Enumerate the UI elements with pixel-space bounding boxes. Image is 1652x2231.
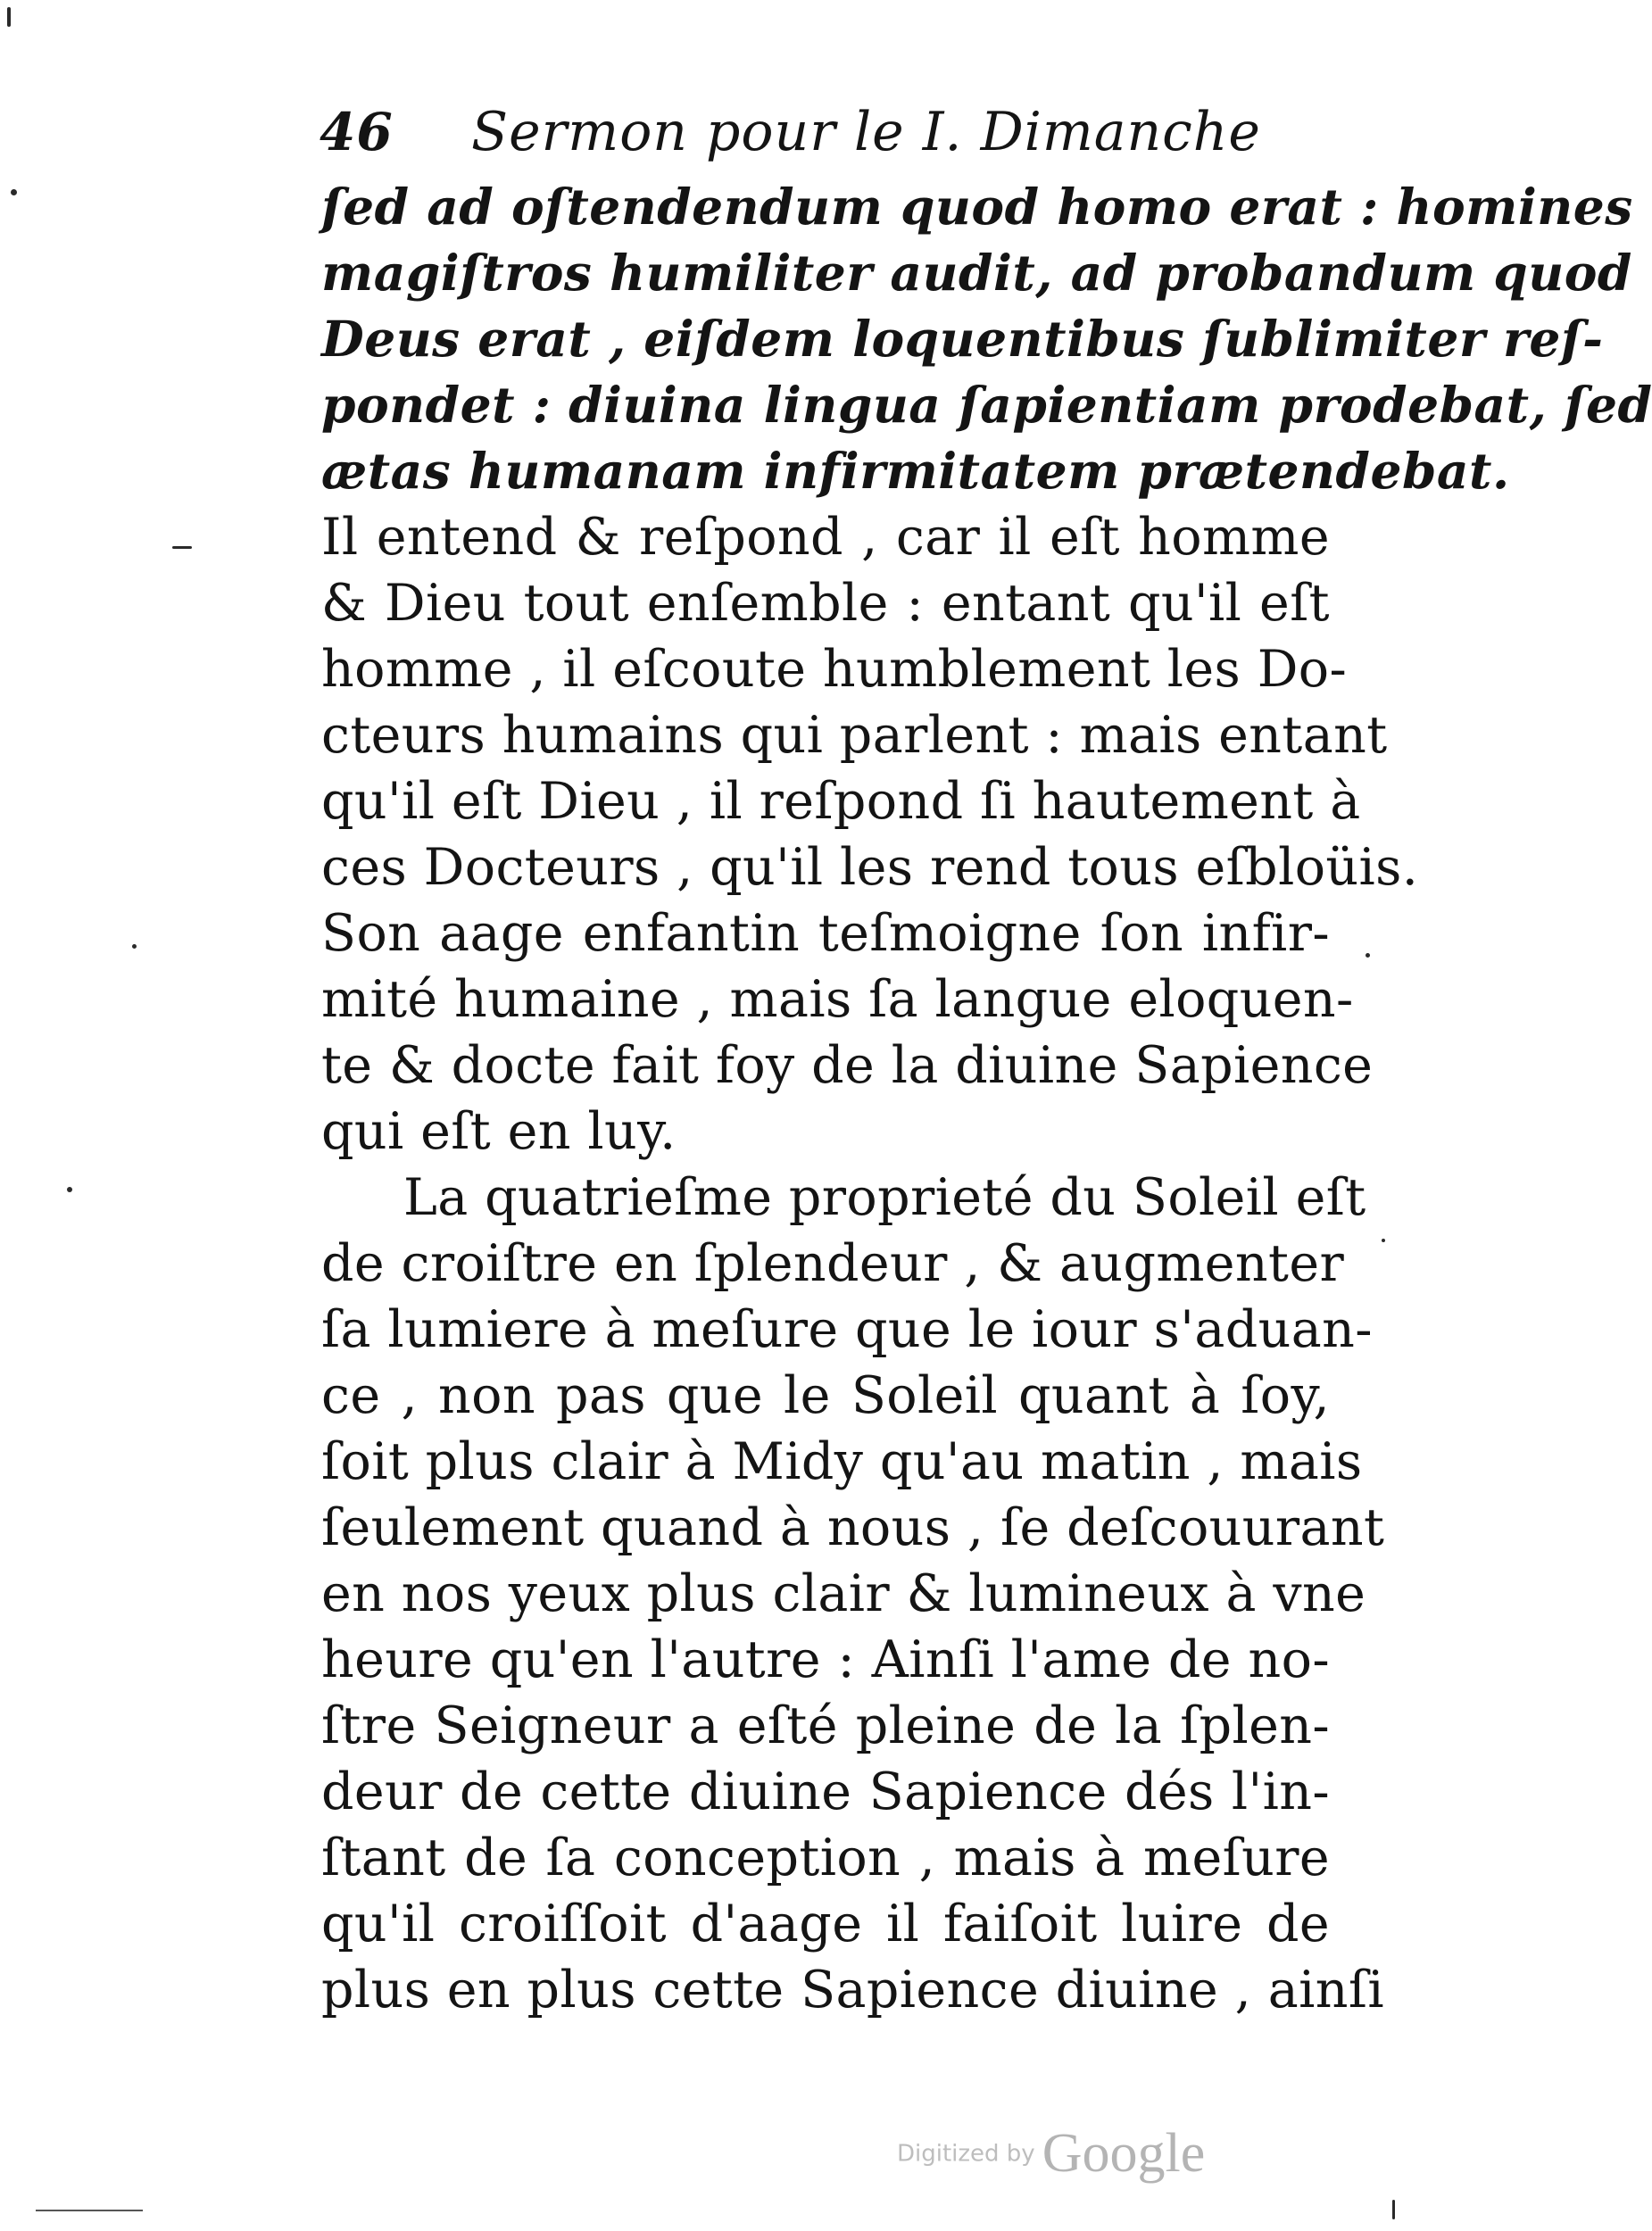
text-line: pondet : diuina lingua ſapientiam prodebat, ſed bbox=[321, 376, 1652, 434]
text-line: Il entend & reſpond , car il eſt homme bbox=[321, 508, 1330, 567]
text-line: te & docte fait foy de la diuine Sapience bbox=[321, 1036, 1374, 1095]
watermark-prefix: Digitized by bbox=[897, 2140, 1035, 2168]
page-number: 46 bbox=[320, 102, 394, 162]
text-line: ſtre Seigneur a eſté pleine de la ſplen- bbox=[321, 1696, 1330, 1755]
body-text bbox=[321, 174, 1652, 2023]
text-line: heure qu'en l'autre : Ainſi l'ame de no- bbox=[321, 1630, 1330, 1689]
latin-quotation bbox=[321, 174, 1652, 504]
text-line: ſtant de ſa conception , mais à meſure bbox=[321, 1829, 1330, 1887]
text-line: homme , il eſcoute humblement les Do- bbox=[321, 640, 1348, 699]
text-line: Son aage enfantin teſmoigne ſon infir- bbox=[321, 904, 1330, 963]
text-line: qui eſt en luy. bbox=[321, 1102, 677, 1161]
paragraph-1 bbox=[321, 504, 1419, 1165]
paragraph-2 bbox=[321, 1165, 1385, 2023]
text-line: qu'il croiſſoit d'aage il faiſoit luire de bbox=[321, 1895, 1330, 1953]
text-line: La quatrieſme proprieté du Soleil eſt bbox=[403, 1168, 1366, 1227]
text-line: ætas humanam infirmitatem prætendebat. bbox=[321, 442, 1510, 500]
text-line: plus en plus cette Sapience diuine , ainſi bbox=[321, 1961, 1384, 2020]
scan-speck bbox=[1382, 1239, 1385, 1242]
text-line: ſoit plus clair à Midy qu'au matin , mais bbox=[321, 1432, 1363, 1491]
page-header bbox=[320, 96, 1261, 168]
text-line: ces Docteurs , qu'il les rend tous eſbloüis. bbox=[321, 838, 1419, 897]
scan-speck bbox=[172, 546, 192, 549]
scan-speck bbox=[11, 189, 17, 195]
text-line: & Dieu tout enſemble : entant qu'il eſt bbox=[321, 574, 1330, 633]
text-line: ſeulement quand à nous , ſe deſcouurant bbox=[321, 1498, 1385, 1557]
text-line: Deus erat , eiſdem loquentibus ſublimiter reſ- bbox=[321, 310, 1604, 368]
text-line: ſed ad oſtendendum quod homo erat : homines bbox=[321, 178, 1633, 236]
scan-speck bbox=[7, 7, 11, 27]
text-line: qu'il eſt Dieu , il reſpond ſi hautement à bbox=[321, 772, 1361, 831]
scan-speck bbox=[132, 944, 137, 949]
text-line: de croiſtre en ſplendeur , & augmenter bbox=[321, 1234, 1345, 1293]
scan-edge-line bbox=[36, 2210, 143, 2211]
digitized-by-google-watermark bbox=[897, 2122, 1205, 2185]
text-line: deur de cette diuine Sapience dés l'in- bbox=[321, 1762, 1330, 1821]
scan-speck bbox=[1392, 2200, 1395, 2219]
text-line: cteurs humains qui parlent : mais entant bbox=[321, 706, 1388, 765]
text-line: ce , non pas que le Soleil quant à ſoy, bbox=[321, 1366, 1330, 1425]
text-line: magiſtros humiliter audit, ad probandum quod bbox=[321, 244, 1632, 302]
text-line: mité humaine , mais ſa langue eloquen- bbox=[321, 970, 1354, 1029]
text-line: ſa lumiere à meſure que le iour s'aduan- bbox=[321, 1300, 1373, 1359]
scan-speck bbox=[67, 1187, 72, 1192]
google-logo: Google bbox=[1042, 2123, 1206, 2184]
running-title: Sermon pour le I. Dimanche bbox=[471, 101, 1261, 163]
scan-speck bbox=[1366, 953, 1370, 958]
text-line: en nos yeux plus clair & lumineux à vne bbox=[321, 1564, 1366, 1623]
